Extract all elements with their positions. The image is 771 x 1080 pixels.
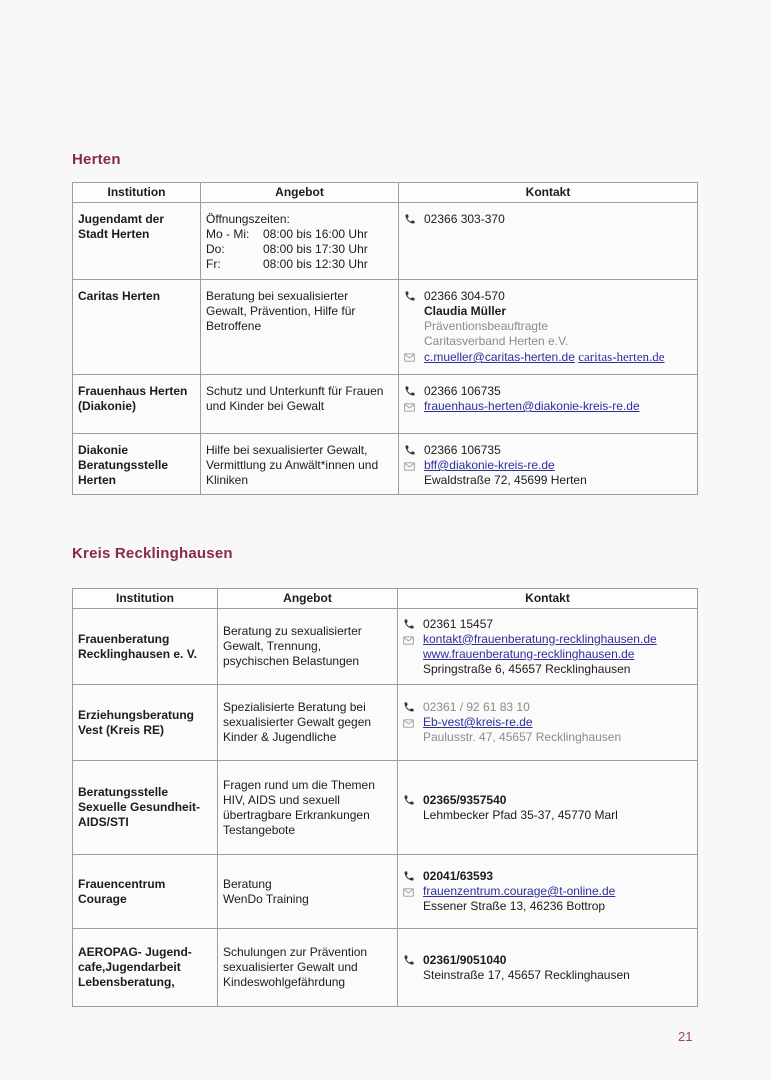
table-row xyxy=(73,280,698,375)
kontakt-cell xyxy=(398,761,698,855)
contact-organisation: Caritasverband Herten e.V. xyxy=(424,334,569,348)
kontakt-cell xyxy=(398,685,698,761)
email-link[interactable]: frauenzentrum.courage@t-online.de xyxy=(423,884,616,898)
email-link[interactable]: frauenhaus-herten@diakonie-kreis-re.de xyxy=(424,399,640,413)
envelope-icon xyxy=(404,349,424,362)
page-number: 21 xyxy=(678,1029,693,1044)
column-header-institution: Institution xyxy=(73,183,201,203)
kontakt-cell xyxy=(398,929,698,1007)
angebot-cell xyxy=(201,203,399,280)
phone-receiver-icon xyxy=(403,617,423,630)
institution-cell: AEROPAG- Jugend- cafe,Jugendarbeit Lebensberatung, xyxy=(73,929,218,1007)
angebot-cell: Fragen rund um die Themen HIV, AIDS und sexuell übertragbare Erkrankungen Testangebote xyxy=(218,761,398,855)
section-heading-herten: Herten xyxy=(72,151,121,168)
table-row xyxy=(73,375,698,434)
institution-cell: Frauenhaus Herten (Diakonie) xyxy=(73,375,201,434)
angebot-cell: Schulungen zur Prävention sexualisierter Gewalt und Kindeswohlgefährdung xyxy=(218,929,398,1007)
section-kreis-recklinghausen xyxy=(72,546,698,1007)
phone-receiver-icon xyxy=(403,700,423,713)
phone-number: 02366 304-570 xyxy=(424,289,505,303)
institution-cell: Jugendamt der Stadt Herten xyxy=(73,203,201,280)
address: Ewaldstraße 72, 45699 Herten xyxy=(424,473,587,487)
kontakt-cell xyxy=(399,280,698,375)
email-link[interactable]: Eb-vest@kreis-re.de xyxy=(423,715,533,729)
opening-hours-intro: Öffnungszeiten: xyxy=(206,212,290,226)
email-link[interactable]: bff@diakonie-kreis-re.de xyxy=(424,458,555,472)
phone-receiver-icon xyxy=(404,212,424,225)
institution-cell: Frauencentrum Courage xyxy=(73,855,218,929)
address: Lehmbecker Pfad 35-37, 45770 Marl xyxy=(423,807,618,822)
contacts-table-herten xyxy=(72,182,698,495)
phone-number: 02365/9357540 xyxy=(423,792,507,807)
phone-number: 02361 15457 xyxy=(423,616,494,631)
institution-cell: Diakonie Beratungsstelle Herten xyxy=(73,434,201,495)
phone-receiver-icon xyxy=(404,384,424,397)
table-row xyxy=(73,855,698,929)
angebot-cell: Beratung WenDo Training xyxy=(218,855,398,929)
table-row xyxy=(73,434,698,495)
phone-receiver-icon xyxy=(403,793,423,806)
kontakt-cell xyxy=(399,203,698,280)
column-header-institution: Institution xyxy=(73,589,218,609)
opening-hours-line: Mo - Mi: 08:00 bis 16:00 Uhr xyxy=(206,227,368,241)
phone-receiver-icon xyxy=(403,869,423,882)
website-link[interactable]: www.frauenberatung-recklinghausen.de xyxy=(423,646,635,661)
phone-number: 02041/63593 xyxy=(423,869,494,883)
table-row xyxy=(73,685,698,761)
institution-cell: Frauenberatung Recklinghausen e. V. xyxy=(73,609,218,685)
column-header-kontakt: Kontakt xyxy=(398,589,698,609)
table-header-row xyxy=(73,183,698,203)
phone-number: 02366 106735 xyxy=(424,443,501,457)
column-header-angebot: Angebot xyxy=(201,183,399,203)
angebot-cell: Schutz und Unterkunft für Frauen und Kinder bei Gewalt xyxy=(201,375,399,434)
kontakt-cell xyxy=(398,855,698,929)
institution-cell: Caritas Herten xyxy=(73,280,201,375)
address: Steinstraße 17, 45657 Recklinghausen xyxy=(423,967,630,982)
column-header-kontakt: Kontakt xyxy=(399,183,698,203)
phone-number: 02366 106735 xyxy=(424,384,501,398)
section-heading-kreis-recklinghausen: Kreis Recklinghausen xyxy=(72,545,233,562)
kontakt-cell xyxy=(399,375,698,434)
institution-cell: Erziehungsberatung Vest (Kreis RE) xyxy=(73,685,218,761)
institution-cell: Beratungsstelle Sexuelle Gesundheit- AIDS/STI xyxy=(73,761,218,855)
phone-number: 02366 303-370 xyxy=(424,212,505,226)
phone-number: 02361/9051040 xyxy=(423,952,507,967)
angebot-cell: Hilfe bei sexualisierter Gewalt, Vermittlung zu Anwält*innen und Kliniken xyxy=(201,434,399,495)
envelope-icon xyxy=(404,458,424,471)
angebot-cell: Spezialisierte Beratung bei sexualisierter Gewalt gegen Kinder & Jugendliche xyxy=(218,685,398,761)
section-herten xyxy=(72,152,698,495)
column-header-angebot: Angebot xyxy=(218,589,398,609)
website-link[interactable]: caritas-herten.de xyxy=(578,349,665,364)
contacts-table-kreis-recklinghausen xyxy=(72,588,698,1007)
email-link[interactable]: c.mueller@caritas-herten.de xyxy=(424,350,575,364)
phone-receiver-icon xyxy=(404,443,424,456)
kontakt-cell xyxy=(399,434,698,495)
phone-receiver-icon xyxy=(404,289,424,302)
angebot-cell: Beratung bei sexualisierter Gewalt, Prävention, Hilfe für Betroffene xyxy=(201,280,399,375)
envelope-icon xyxy=(403,715,423,728)
address: Springstraße 6, 45657 Recklinghausen xyxy=(423,661,631,676)
address: Essener Straße 13, 46236 Bottrop xyxy=(423,899,606,913)
envelope-icon xyxy=(403,884,423,897)
table-header-row xyxy=(73,589,698,609)
table-row xyxy=(73,761,698,855)
contact-role: Präventionsbeauftragte xyxy=(424,319,549,333)
angebot-cell: Beratung zu sexualisierter Gewalt, Trennung, psychischen Belastungen xyxy=(218,609,398,685)
table-row xyxy=(73,609,698,685)
opening-hours-line: Do: 08:00 bis 17:30 Uhr xyxy=(206,242,368,256)
phone-number: 02361 / 92 61 83 10 xyxy=(423,700,530,714)
envelope-icon xyxy=(404,399,424,412)
address: Paulusstr. 47, 45657 Recklinghausen xyxy=(423,730,622,744)
table-row xyxy=(73,929,698,1007)
opening-hours-line: Fr: 08:00 bis 12:30 Uhr xyxy=(206,257,368,271)
page-content xyxy=(72,152,698,1007)
kontakt-cell xyxy=(398,609,698,685)
phone-receiver-icon xyxy=(403,953,423,966)
table-row xyxy=(73,203,698,280)
envelope-icon xyxy=(403,632,423,645)
email-link[interactable]: kontakt@frauenberatung-recklinghausen.de xyxy=(423,631,657,646)
contact-person: Claudia Müller xyxy=(424,304,507,318)
